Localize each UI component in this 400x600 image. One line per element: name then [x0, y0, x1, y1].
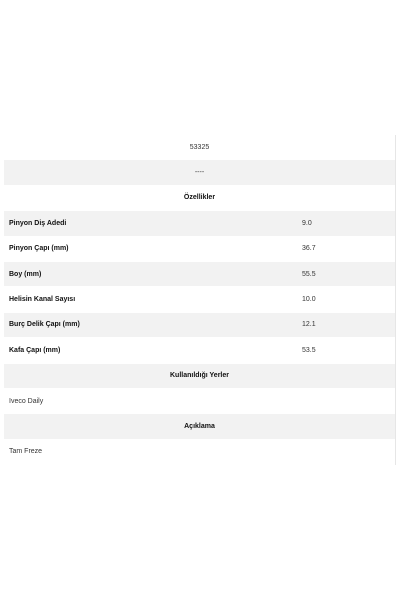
placeholder-text: ----	[194, 169, 205, 177]
spec-label: Boy (mm)	[9, 270, 42, 278]
usage-heading: Kullanıldığı Yerler	[169, 372, 229, 380]
spec-row	[4, 211, 395, 236]
spec-value: 10.0	[302, 296, 316, 304]
spec-value: 55.5	[302, 270, 316, 278]
spec-value: 12.1	[302, 321, 316, 329]
description-value: Tam Freze	[9, 448, 43, 456]
usage-row	[4, 389, 395, 414]
spec-label: Burç Delik Çapı (mm)	[9, 321, 80, 329]
spec-label: Kafa Çapı (mm)	[9, 346, 61, 354]
spec-label: Helisin Kanal Sayısı	[9, 296, 76, 304]
usage-value: Iveco Daily	[9, 397, 44, 405]
features-heading: Özellikler	[183, 194, 216, 202]
spec-row	[4, 313, 395, 338]
spec-row	[4, 262, 395, 287]
description-row	[4, 440, 395, 465]
placeholder-row	[4, 160, 395, 185]
spec-label: Pinyon Çapı (mm)	[9, 245, 69, 253]
spec-row	[4, 338, 395, 363]
spec-value: 36.7	[302, 245, 316, 253]
spec-value: 53.5	[302, 346, 316, 354]
features-heading-row	[4, 186, 395, 211]
description-heading: Açıklama	[184, 422, 215, 430]
spec-row	[4, 287, 395, 312]
spec-value: 9.0	[302, 219, 312, 227]
usage-heading-row	[4, 364, 395, 389]
spec-row	[4, 237, 395, 262]
product-code: 53325	[189, 143, 210, 151]
description-heading-row	[4, 414, 395, 439]
spec-label: Pinyon Diş Adedi	[9, 219, 67, 227]
product-code-row	[4, 135, 395, 160]
spec-table	[4, 135, 396, 465]
